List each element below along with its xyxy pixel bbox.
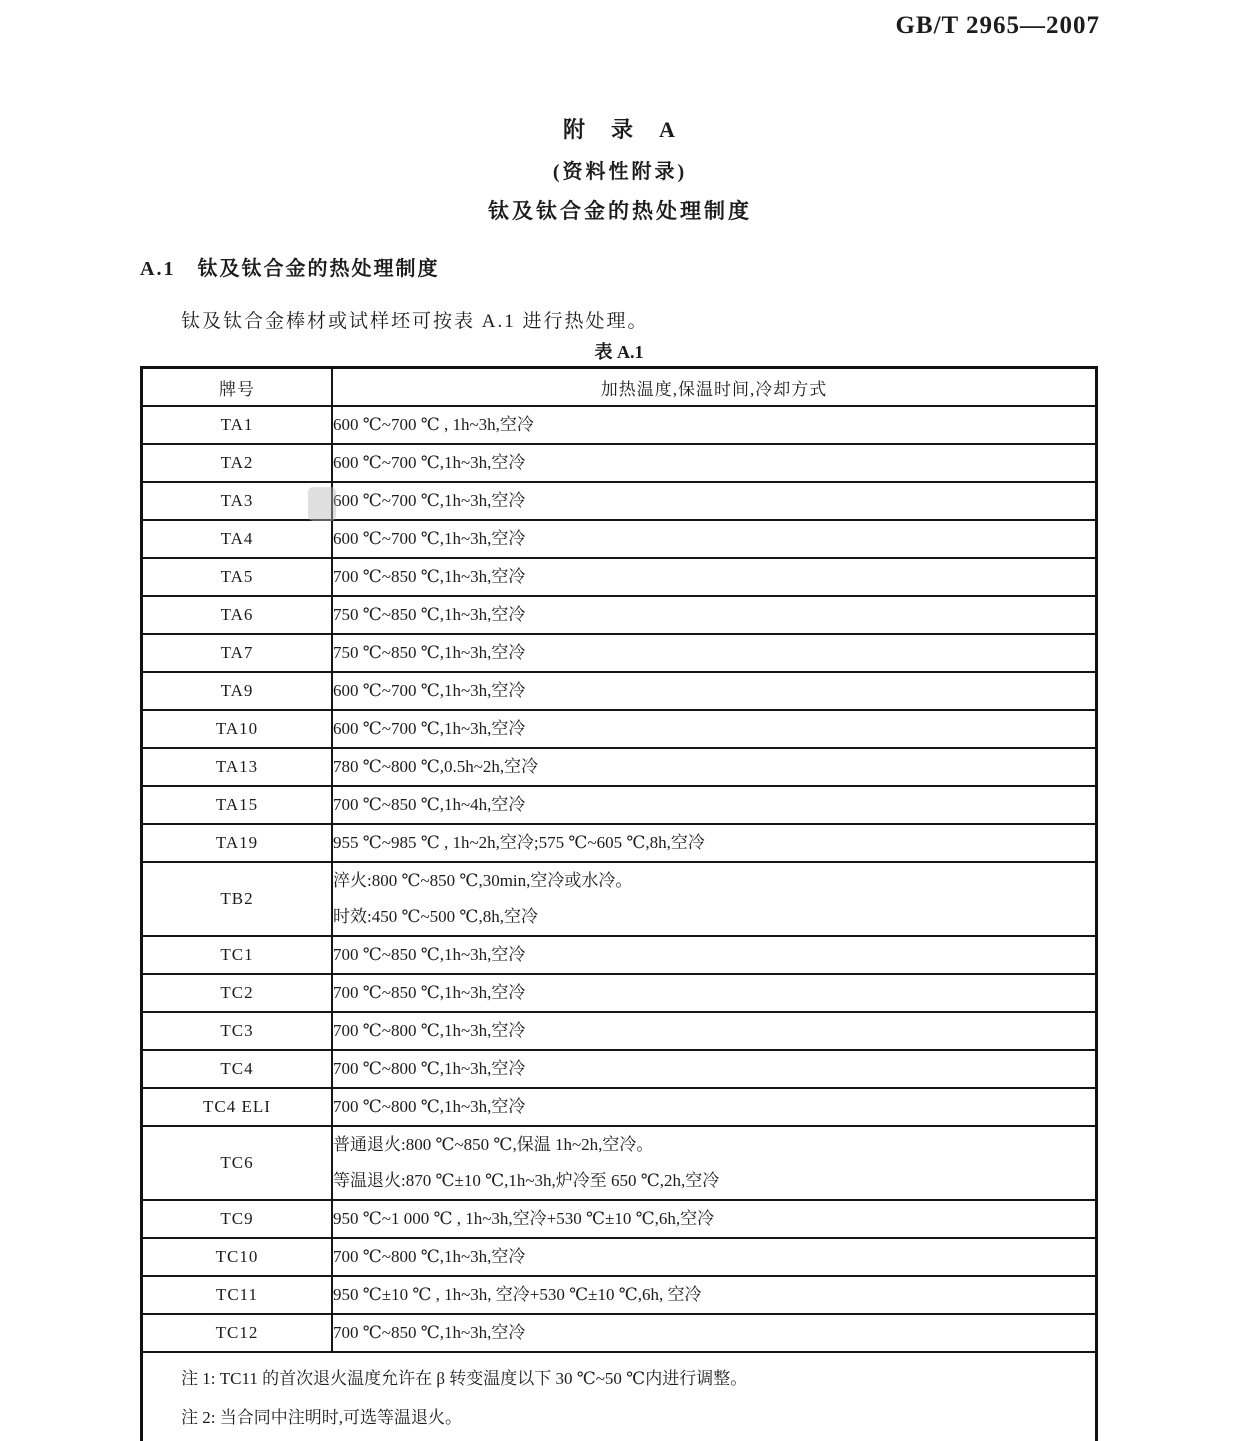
- treatment-cell: [332, 1126, 1097, 1200]
- section-heading: A.1 钛及钛合金的热处理制度: [140, 258, 440, 280]
- table-row: [142, 482, 1097, 520]
- treatment-line: 700 ℃~850 ℃,1h~4h,空冷: [333, 795, 526, 814]
- treatment-line: 700 ℃~850 ℃,1h~3h,空冷: [333, 945, 526, 964]
- grade-cell: TC4: [142, 1050, 333, 1088]
- treatment-cell: [332, 710, 1097, 748]
- appendix-subtitle: (资料性附录): [552, 161, 688, 183]
- grade-cell: TC9: [142, 1200, 333, 1238]
- table-row: [142, 1276, 1097, 1314]
- column-header-treatment: 加热温度,保温时间,冷却方式: [332, 368, 1097, 407]
- grade-cell: TA2: [142, 444, 333, 482]
- table-row: [142, 1238, 1097, 1276]
- grade-cell: TA19: [142, 824, 333, 862]
- table-row: [142, 1088, 1097, 1126]
- treatment-cell: [332, 672, 1097, 710]
- standard-number: GB/T 2965—2007: [895, 12, 1100, 39]
- treatment-line: 950 ℃~1 000 ℃ , 1h~3h,空冷+530 ℃±10 ℃,6h,空冷: [333, 1209, 715, 1228]
- heat-treatment-table: [140, 366, 1098, 1441]
- grade-cell: TA7: [142, 634, 333, 672]
- table-note: 注 1: TC11 的首次退火温度允许在 β 转变温度以下 30 ℃~50 ℃内进行调整。: [181, 1369, 748, 1388]
- grade-cell: TA4: [142, 520, 333, 558]
- grade-cell: TB2: [142, 862, 333, 936]
- table-row: [142, 558, 1097, 596]
- table-row: [142, 406, 1097, 444]
- table-row: [142, 786, 1097, 824]
- table-row: [142, 710, 1097, 748]
- grade-cell: TC11: [142, 1276, 333, 1314]
- grade-cell: TA1: [142, 406, 333, 444]
- grade-cell: TA3: [142, 482, 333, 520]
- grade-cell: TA13: [142, 748, 333, 786]
- treatment-line: 700 ℃~850 ℃,1h~3h,空冷: [333, 567, 526, 586]
- table-row: [142, 520, 1097, 558]
- table-body: [142, 406, 1097, 1352]
- treatment-line: 等温退火:870 ℃±10 ℃,1h~3h,炉冷至 650 ℃,2h,空冷: [333, 1171, 720, 1190]
- grade-cell: TC1: [142, 936, 333, 974]
- table-header-row: [142, 368, 1097, 407]
- treatment-cell: [332, 748, 1097, 786]
- scan-artifact: [308, 487, 336, 521]
- treatment-cell: [332, 1088, 1097, 1126]
- table-note: 注 2: 当合同中注明时,可选等温退火。: [181, 1408, 462, 1427]
- treatment-line: 700 ℃~850 ℃,1h~3h,空冷: [333, 983, 526, 1002]
- column-header-grade: 牌号: [142, 368, 333, 407]
- treatment-line: 780 ℃~800 ℃,0.5h~2h,空冷: [333, 757, 539, 776]
- intro-paragraph: 钛及钛合金棒材或试样坯可按表 A.1 进行热处理。: [181, 311, 649, 332]
- treatment-cell: [332, 596, 1097, 634]
- table-caption: 表 A.1: [594, 342, 644, 362]
- table-row: [142, 444, 1097, 482]
- appendix-title-block: [0, 113, 1240, 225]
- treatment-line: 700 ℃~800 ℃,1h~3h,空冷: [333, 1021, 526, 1040]
- treatment-line: 600 ℃~700 ℃,1h~3h,空冷: [333, 529, 526, 548]
- table-row: [142, 936, 1097, 974]
- treatment-cell: [332, 824, 1097, 862]
- treatment-line: 700 ℃~800 ℃,1h~3h,空冷: [333, 1059, 526, 1078]
- grade-cell: TC3: [142, 1012, 333, 1050]
- table-row: [142, 824, 1097, 862]
- table-notes-row: [142, 1352, 1097, 1441]
- grade-cell: TA6: [142, 596, 333, 634]
- grade-cell: TC12: [142, 1314, 333, 1352]
- treatment-cell: [332, 406, 1097, 444]
- table-row: [142, 1012, 1097, 1050]
- treatment-line: 淬火:800 ℃~850 ℃,30min,空冷或水冷。: [333, 871, 633, 890]
- table-notes-body: [142, 1352, 1097, 1441]
- treatment-cell: [332, 1050, 1097, 1088]
- treatment-cell: [332, 558, 1097, 596]
- treatment-cell: [332, 1200, 1097, 1238]
- table-notes-cell: [142, 1352, 1097, 1441]
- treatment-line: 600 ℃~700 ℃,1h~3h,空冷: [333, 491, 526, 510]
- appendix-topic-title: 钛及钛合金的热处理制度: [488, 199, 752, 223]
- treatment-line: 600 ℃~700 ℃,1h~3h,空冷: [333, 681, 526, 700]
- treatment-line: 750 ℃~850 ℃,1h~3h,空冷: [333, 605, 526, 624]
- treatment-cell: [332, 786, 1097, 824]
- treatment-line: 700 ℃~850 ℃,1h~3h,空冷: [333, 1323, 526, 1342]
- treatment-line: 普通退火:800 ℃~850 ℃,保温 1h~2h,空冷。: [333, 1135, 654, 1154]
- grade-cell: TC6: [142, 1126, 333, 1200]
- table-row: [142, 672, 1097, 710]
- treatment-cell: [332, 862, 1097, 936]
- treatment-cell: [332, 634, 1097, 672]
- appendix-title: 附 录 A: [563, 117, 677, 142]
- treatment-cell: [332, 1238, 1097, 1276]
- treatment-cell: [332, 974, 1097, 1012]
- table-row: [142, 1050, 1097, 1088]
- treatment-cell: [332, 482, 1097, 520]
- table-row: [142, 1200, 1097, 1238]
- grade-cell: TC4 ELI: [142, 1088, 333, 1126]
- table-header: [142, 368, 1097, 407]
- treatment-line: 600 ℃~700 ℃,1h~3h,空冷: [333, 719, 526, 738]
- treatment-cell: [332, 1314, 1097, 1352]
- treatment-cell: [332, 1012, 1097, 1050]
- treatment-line: 700 ℃~800 ℃,1h~3h,空冷: [333, 1097, 526, 1116]
- treatment-line: 700 ℃~800 ℃,1h~3h,空冷: [333, 1247, 526, 1266]
- treatment-line: 955 ℃~985 ℃ , 1h~2h,空冷;575 ℃~605 ℃,8h,空冷: [333, 833, 705, 852]
- treatment-line: 600 ℃~700 ℃ , 1h~3h,空冷: [333, 415, 534, 434]
- treatment-cell: [332, 936, 1097, 974]
- table-row: [142, 596, 1097, 634]
- treatment-line: 950 ℃±10 ℃ , 1h~3h, 空冷+530 ℃±10 ℃,6h, 空冷: [333, 1285, 702, 1304]
- grade-cell: TC10: [142, 1238, 333, 1276]
- table-row: [142, 974, 1097, 1012]
- grade-cell: TC2: [142, 974, 333, 1012]
- table-row: [142, 748, 1097, 786]
- treatment-cell: [332, 1276, 1097, 1314]
- grade-cell: TA10: [142, 710, 333, 748]
- treatment-cell: [332, 520, 1097, 558]
- grade-cell: TA5: [142, 558, 333, 596]
- treatment-cell: [332, 444, 1097, 482]
- treatment-line: 750 ℃~850 ℃,1h~3h,空冷: [333, 643, 526, 662]
- table-row: [142, 1126, 1097, 1200]
- grade-cell: TA15: [142, 786, 333, 824]
- treatment-line: 600 ℃~700 ℃,1h~3h,空冷: [333, 453, 526, 472]
- table-row: [142, 862, 1097, 936]
- table-row: [142, 1314, 1097, 1352]
- table-row: [142, 634, 1097, 672]
- treatment-line: 时效:450 ℃~500 ℃,8h,空冷: [333, 907, 538, 926]
- grade-cell: TA9: [142, 672, 333, 710]
